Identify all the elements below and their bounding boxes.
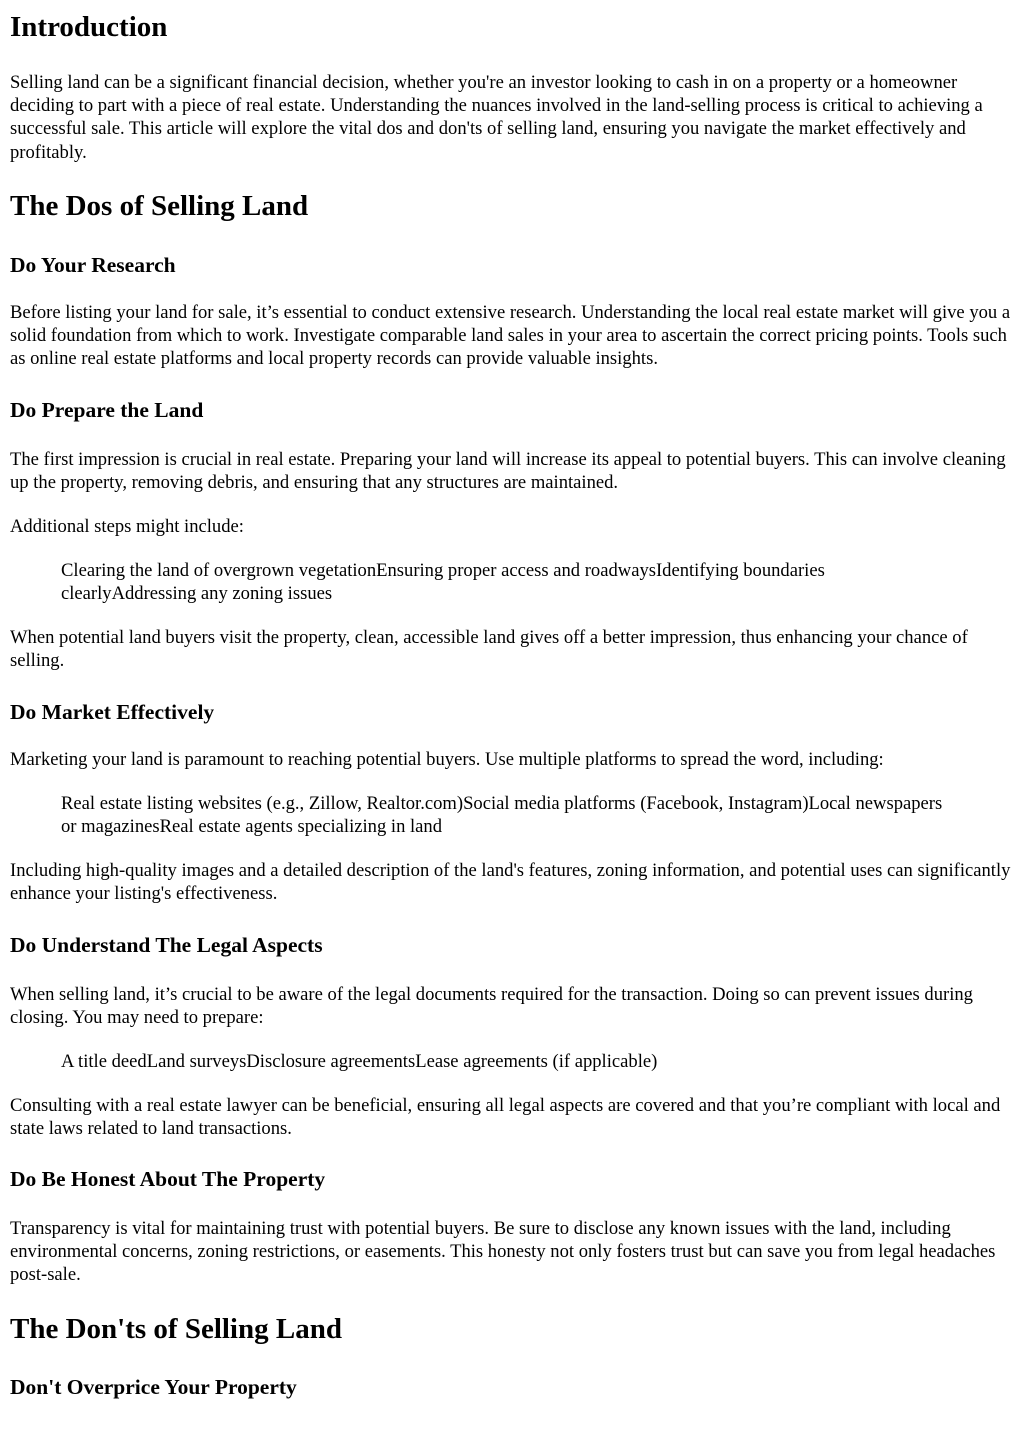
prepare-after-paragraph: When potential land buyers visit the property, clean, accessible land gives off a better impression, thus enhancing your chance of selling. xyxy=(10,627,968,672)
heading-market: Do Market Effectively xyxy=(10,700,215,724)
heading-research: Do Your Research xyxy=(10,253,176,277)
prepare-additional-paragraph: Additional steps might include: xyxy=(10,516,244,537)
legal-after-paragraph: Consulting with a real estate lawyer can be beneficial, ensuring all legal aspects are covered and that you’re compliant with local and state laws related to land transactions. xyxy=(10,1095,1001,1140)
market-after-paragraph: Including high-quality images and a detailed description of the land's features, zoning information, and potential uses can significantly enhance your listing's effectiveness. xyxy=(10,860,1011,905)
heading-legal: Do Understand The Legal Aspects xyxy=(10,933,323,957)
research-paragraph: Before listing your land for sale, it’s essential to conduct extensive research. Understanding the local real estate market will give you a solid foundation from which to work. Investigate comparable land sales in your area to ascertain the correct pricing points. Tools such as online real estate platforms and local property records can provide valuable insights. xyxy=(10,302,1011,370)
legal-list: A title deedLand surveysDisclosure agreementsLease agreements (if applicable) xyxy=(61,1051,658,1072)
market-paragraph: Marketing your land is paramount to reaching potential buyers. Use multiple platforms to spread the word, including: xyxy=(10,749,884,770)
heading-honest: Do Be Honest About The Property xyxy=(10,1167,326,1191)
heading-overprice: Don't Overprice Your Property xyxy=(10,1375,297,1399)
prepare-list: Clearing the land of overgrown vegetationEnsuring proper access and roadwaysIdentifying boundaries clearlyAddressing any zoning issues xyxy=(61,560,825,605)
heading-dos: The Dos of Selling Land xyxy=(10,190,309,222)
heading-introduction: Introduction xyxy=(10,11,168,43)
market-list: Real estate listing websites (e.g., Zillow, Realtor.com)Social media platforms (Facebook, Instagram)Local newspapers or magazinesReal estate agents specializing in land xyxy=(61,793,943,838)
honest-paragraph: Transparency is vital for maintaining trust with potential buyers. Be sure to disclose any known issues with the land, including environmental concerns, zoning restrictions, or easements. This honesty not only fosters trust but can save you from legal headaches post-sale. xyxy=(10,1218,996,1286)
heading-prepare: Do Prepare the Land xyxy=(10,398,204,422)
intro-paragraph: Selling land can be a significant financial decision, whether you're an investor looking to cash in on a property or a homeowner deciding to part with a piece of real estate. Understanding the nuances involved in the land-selling process is critical to achieving a successful sale. This article will explore the vital dos and don'ts of selling land, ensuring you navigate the market effectively and profitably. xyxy=(10,72,983,163)
prepare-paragraph: The first impression is crucial in real estate. Preparing your land will increase its appeal to potential buyers. This can involve cleaning up the property, removing debris, and ensuring that any structures are maintained. xyxy=(10,449,1006,494)
heading-donts: The Don'ts of Selling Land xyxy=(10,1313,342,1345)
legal-paragraph: When selling land, it’s crucial to be aware of the legal documents required for the transaction. Doing so can prevent issues during closing. You may need to prepare: xyxy=(10,984,973,1029)
